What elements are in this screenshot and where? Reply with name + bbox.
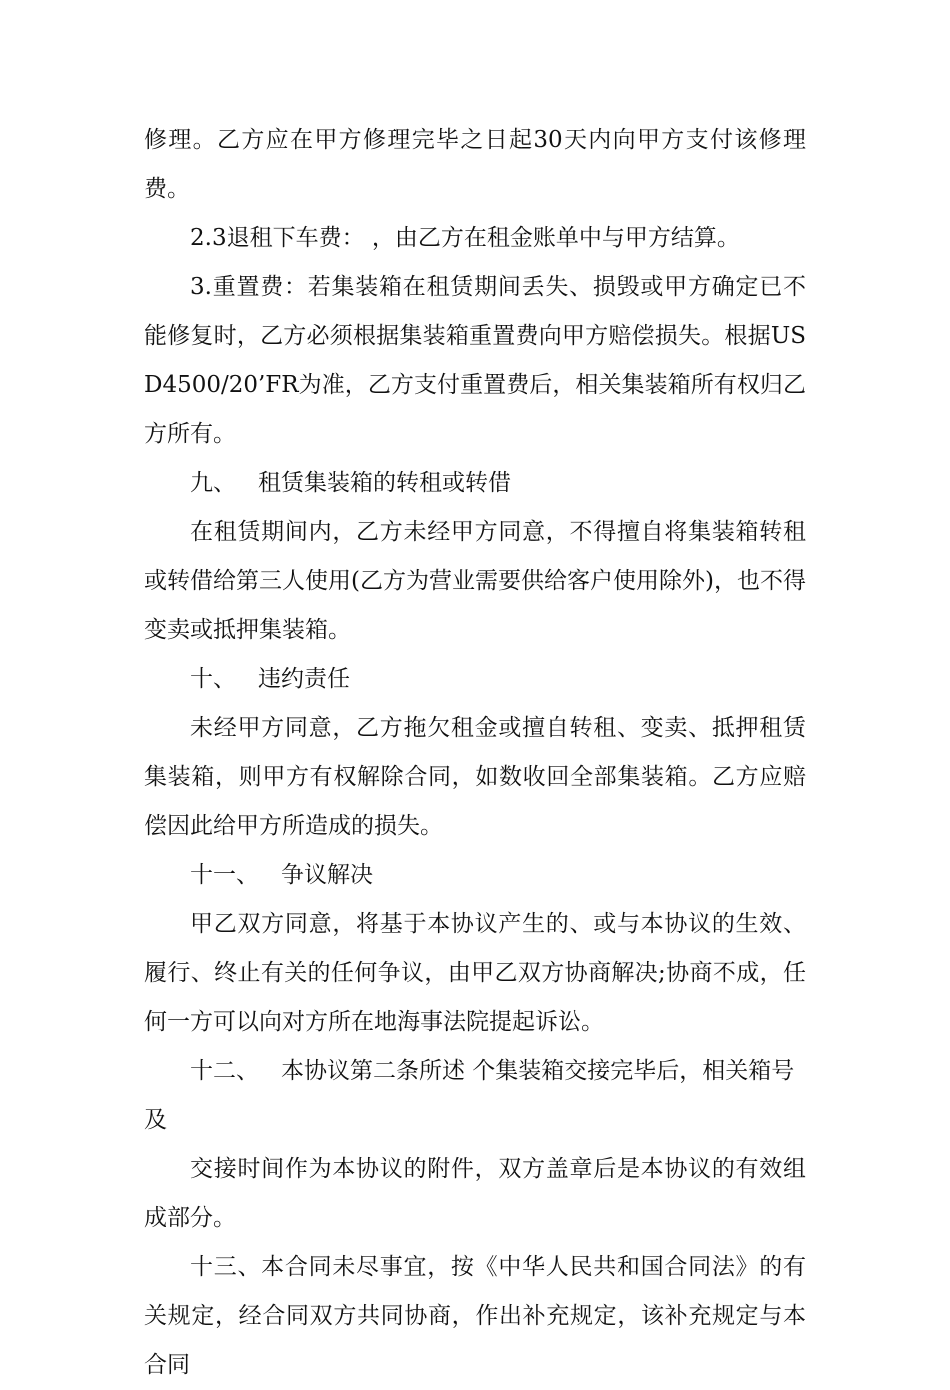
paragraph-sublease: 在租赁期间内，乙方未经甲方同意，不得擅自将集装箱转租或转借给第三人使用(乙方为营业需要供给客户使用除外)，也不得变卖或抵押集装箱。 <box>144 519 806 643</box>
document-body <box>144 116 806 1390</box>
paragraph-replacement-fee: 3.重置费：若集装箱在租赁期间丢失、损毁或甲方确定已不能修复时，乙方必须根据集装箱重置费向甲方赔偿损失。根据USD4500/20’FR为准，乙方支付重置费后，相关集装箱所有权归乙方所有。 <box>144 274 806 447</box>
section-title: 租赁集装箱的转租或转借 <box>258 470 511 496</box>
paragraph-dispute: 甲乙双方同意，将基于本协议产生的、或与本协议的生效、履行、终止有关的任何争议，由甲乙双方协商解决;协商不成，任何一方可以向对方所在地海事法院提起诉讼。 <box>144 911 806 1035</box>
section-number: 九、 <box>190 470 236 496</box>
section-title: 违约责任 <box>258 666 350 692</box>
section-heading-9 <box>144 459 806 508</box>
paragraph-repair-payment: 修理。乙方应在甲方修理完毕之日起30天内向甲方支付该修理费。 <box>144 127 806 202</box>
section-heading-11 <box>144 851 806 900</box>
section-heading-12 <box>144 1047 806 1145</box>
section-number: 十一、 <box>190 862 259 888</box>
section-title: 本协议第二条所述 个集装箱交接完毕后，相关箱号及 <box>144 1058 795 1133</box>
section-title: 争议解决 <box>281 862 373 888</box>
paragraph-return-fee: 2.3退租下车费： ，由乙方在租金账单中与甲方结算。 <box>190 225 740 251</box>
section-heading-10 <box>144 655 806 704</box>
section-number: 十二、 <box>190 1058 259 1084</box>
paragraph-supplement: 十三、本合同未尽事宜，按《中华人民共和国合同法》的有关规定，经合同双方共同协商，作出补充规定，该补充规定与本合同 <box>144 1254 806 1378</box>
paragraph-attachment: 交接时间作为本协议的附件，双方盖章后是本协议的有效组成部分。 <box>144 1156 806 1231</box>
paragraph-breach: 未经甲方同意，乙方拖欠租金或擅自转租、变卖、抵押租赁集装箱，则甲方有权解除合同，如数收回全部集装箱。乙方应赔偿因此给甲方所造成的损失。 <box>144 715 806 839</box>
section-number: 十、 <box>190 666 236 692</box>
